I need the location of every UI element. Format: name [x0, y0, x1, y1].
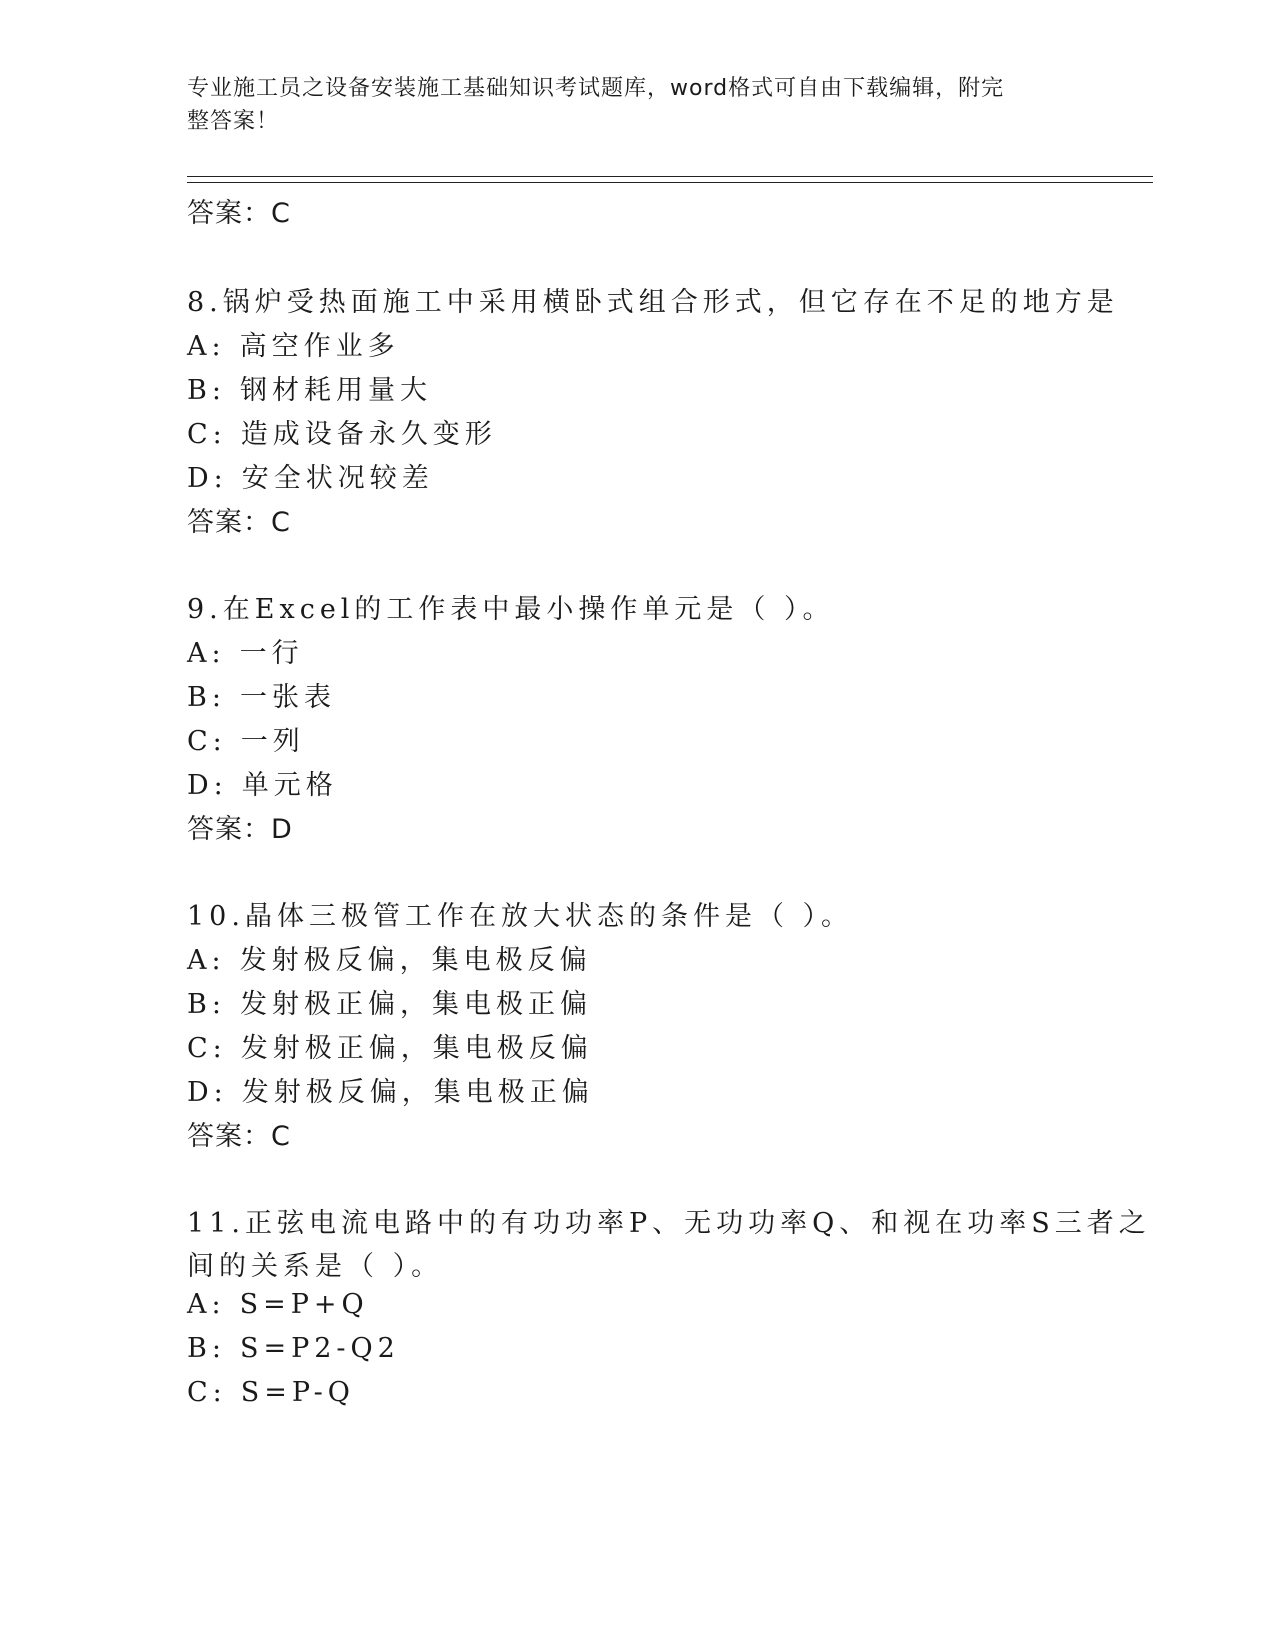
option-text: 发射极反偏，集电极正偏: [241, 1077, 594, 1108]
option-letter: C:: [187, 1377, 227, 1408]
option-letter: B:: [187, 989, 226, 1020]
option-text: 发射极正偏，集电极正偏: [239, 989, 592, 1020]
option-text: 单元格: [241, 770, 338, 801]
option-letter: A:: [187, 945, 226, 976]
option-letter: D:: [187, 463, 228, 494]
header-divider-bottom: [187, 182, 1153, 183]
question-11-stem-line-1: 11.正弦电流电路中的有功功率P、无功功率Q、和视在功率S三者之: [187, 1208, 1151, 1239]
option-letter: B:: [187, 1333, 226, 1364]
option-text: 造成设备永久变形: [240, 419, 497, 450]
option-letter: B:: [187, 682, 226, 713]
option-text: S=P2-Q2: [239, 1333, 400, 1364]
question-9-option-b: [187, 675, 336, 714]
header-line-2: 整答案！: [187, 109, 280, 134]
option-letter: A:: [187, 1289, 226, 1320]
option-text: 一行: [239, 638, 304, 669]
question-8-option-c: [187, 412, 497, 451]
header-divider-top: [187, 176, 1153, 177]
question-8-stem: 8.锅炉受热面施工中采用横卧式组合形式，但它存在不足的地方是: [187, 287, 1119, 318]
option-letter: D:: [187, 770, 228, 801]
answer-previous: 答案：C: [187, 198, 291, 229]
question-11-option-a: [187, 1289, 369, 1320]
question-11-option-c: [187, 1377, 355, 1408]
question-9-option-c: [187, 719, 305, 758]
option-letter: C:: [187, 1033, 227, 1064]
question-9-stem: 9.在Excel的工作表中最小操作单元是（ ）。: [187, 594, 835, 625]
option-text: 高空作业多: [239, 331, 400, 362]
question-10-answer: 答案：C: [187, 1121, 291, 1152]
document-header: [187, 72, 1067, 138]
question-10-option-c: [187, 1026, 593, 1065]
option-text: S=P-Q: [240, 1377, 355, 1408]
question-10-option-a: [187, 938, 592, 977]
option-text: 安全状况较差: [241, 463, 434, 494]
question-10-stem: 10.晶体三极管工作在放大状态的条件是（ ）。: [187, 901, 854, 932]
question-8-option-a: [187, 324, 400, 363]
option-letter: D:: [187, 1077, 228, 1108]
question-8-option-d: [187, 456, 434, 495]
question-11-option-b: [187, 1333, 400, 1364]
option-letter: A:: [187, 331, 226, 362]
question-9-answer: 答案：D: [187, 814, 293, 845]
option-text: 钢材耗用量大: [239, 375, 432, 406]
option-letter: C:: [187, 419, 227, 450]
option-text: 发射极正偏，集电极反偏: [240, 1033, 593, 1064]
question-10-option-d: [187, 1070, 594, 1109]
option-text: 一列: [240, 726, 305, 757]
question-9-option-d: [187, 763, 338, 802]
option-letter: C:: [187, 726, 227, 757]
header-line-1: 专业施工员之设备安装施工基础知识考试题库，word格式可自由下载编辑，附完: [187, 76, 1005, 101]
question-8-option-b: [187, 368, 432, 407]
question-11-stem-line-2: 间的关系是（ ）。: [187, 1251, 444, 1282]
question-10-option-b: [187, 982, 592, 1021]
option-text: S=P+Q: [239, 1289, 369, 1320]
option-letter: A:: [187, 638, 226, 669]
option-letter: B:: [187, 375, 226, 406]
question-9-option-a: [187, 631, 304, 670]
option-text: 一张表: [239, 682, 336, 713]
option-text: 发射极反偏，集电极反偏: [239, 945, 592, 976]
question-8-answer: 答案：C: [187, 507, 291, 538]
